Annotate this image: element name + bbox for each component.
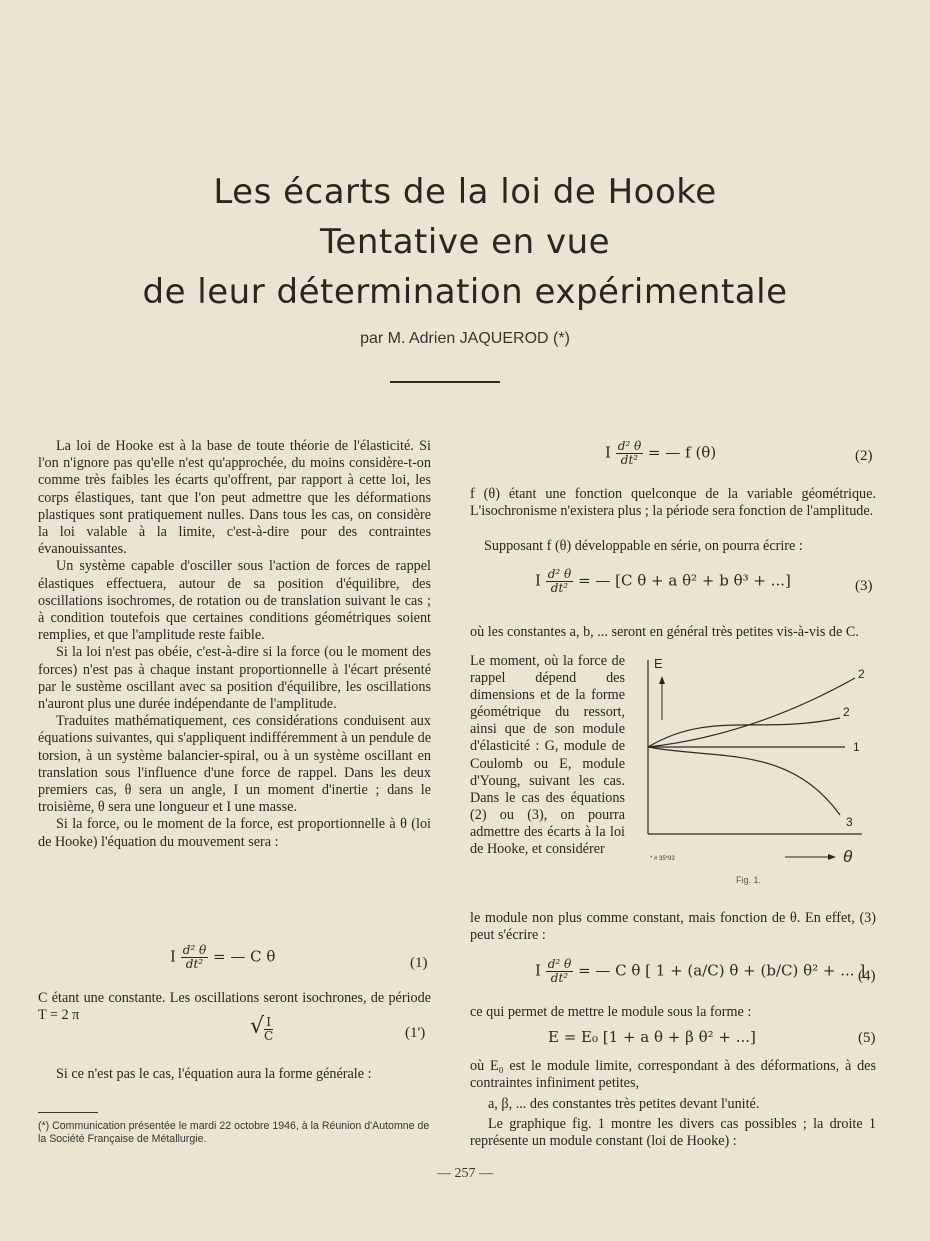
x-arrow-head [828,854,836,860]
equation-3: I $\frac{\text{d² θ}}{\text{dt²}}$ = — [C θ + a θ² + b θ³ + ...] [535,567,791,595]
equation-number: (5) [858,1030,876,1046]
title-line-1: Les écarts de la loi de Hooke [213,172,717,212]
left-column [38,438,431,851]
equation-number: (2) [855,448,873,464]
figure-caption: Fig. 1. [736,875,762,885]
paragraph: ce qui permet de mettre le module sous la forme : [470,1004,752,1020]
curve-label: 3 [846,815,853,829]
paragraph: Un système capable d'osciller sous l'action de forces de rappel élastiques effectuera, autour de sa position d'équilibre, des oscillations isochromes, de rotation ou de translation suivant le cas ; à condition toutefois que certaines conditions géométriques soient remplies, et que l'amplitude reste faible. [38,558,431,644]
curve-label: 2 [858,667,865,681]
paragraph: Traduites mathématiquement, ces considérations conduisent aux équations suivantes, qui s'appliquent indifféremment à un pendule de torsion, à un système balancier-spiral, ou à un système oscillant en translation sous l'influence d'une force de rappel. Dans les deux premiers cas, θ sera un angle, I un moment d'inertie ; dans le troisième, θ sera une longueur et I une masse. [38,713,431,816]
paragraph: le module non plus comme constant, mais fonction de θ. En effet, (3) peut s'écrire : [470,910,876,944]
y-axis-label: E [654,656,663,671]
paragraph: f (θ) étant une fonction quelconque de la variable géométrique. L'isochronisme n'existera plus ; la période sera fonction de l'amplitude. [470,486,876,520]
equation-4: I $\frac{\text{d² θ}}{\text{dt²}}$ = — C θ [ 1 + (a/C) θ + (b/C) θ² + ... ] [535,957,866,985]
equation-number: (4) [858,968,876,984]
paragraph: où E₀ est le module limite, correspondant à des déformations, à des contraintes infiniment petites, [470,1058,876,1092]
equation-2: I $\frac{\text{d² θ}}{\text{dt²}}$ = — f (θ) [605,439,717,467]
x-axis-label: θ [843,847,853,866]
equation-number: (3) [855,578,873,594]
paragraph: Supposant f (θ) développable en série, on pourra écrire : [484,538,803,554]
footnote: (*) Communication présentée le mardi 22 octobre 1946, à la Réunion d'Automne de la Société Française de Métallurgie. [38,1120,430,1145]
paragraph: Le graphique fig. 1 montre les divers cas possibles ; la droite 1 représente un module constant (loi de Hooke) : [470,1116,876,1150]
paragraph: La loi de Hooke est à la base de toute théorie de l'élasticité. Si l'on n'ignore pas qu'elle n'est qu'approchée, du moins considère-t-on comme très faibles les écarts qu'offrent, par rapport à cette loi, les corps élastiques, tant que l'on peut admettre que les déformations plastiques sont pratiquement nulles. Dans tous les cas, on considère la loi valable à la limite, c'est-à-dire pour des contraintes évanouissantes. [38,438,431,558]
equation-number: (1) [410,955,428,971]
paragraph: Si ce n'est pas le cas, l'équation aura la forme générale : [56,1066,372,1082]
curve-label: 2 [843,705,850,719]
paragraph: où les constantes a, b, ... seront en général très petites vis-à-vis de C. [470,624,859,640]
footnote-rule [38,1112,98,1113]
curve-2-upper [648,678,855,747]
paragraph: a, β, ... des constantes très petites devant l'unité. [488,1096,760,1112]
y-arrow-head [659,676,665,684]
paragraph: Si la loi n'est pas obéie, c'est-à-dire si la force (ou le moment des forces) n'est pas à chaque instant proportionnelle à l'écart présenté par le sustème oscillant avec sa position d'équilibre, les oscillations n'auront plus une durée indépendante de l'amplitude. [38,644,431,713]
equation-5: E = E₀ [1 + a θ + β θ² + ...] [548,1028,756,1046]
title-line-3: de leur détermination expérimentale [142,272,788,312]
print-stamp: * # 35*93 [650,856,675,862]
figure-1 [640,650,880,890]
equation-1: I $\frac{\text{d² θ}}{\text{dt²}}$ = — C θ [170,943,276,971]
paragraph: Si la force, ou le moment de la force, est proportionnelle à θ (loi de Hooke) l'équation du mouvement sera : [38,816,431,850]
curve-label: 1 [853,740,860,754]
curve-3 [648,747,840,815]
byline: par M. Adrien JAQUEROD (*) [360,330,570,347]
wrapped-paragraph: Le moment, où la force de rappel dépend des dimensions et de la forme géométrique du ressort, ainsi que de son module d'élasticité : G, module de Coulomb ou E, module d'Young, suivant les cas. Dans le cas des équations (2) ou (3), on pourra admettre des écarts à la loi de Hooke, et considérer [470,653,625,858]
equation-number: (1') [405,1025,426,1041]
title-line-2: Tentative en vue [319,222,611,262]
sqrt-I-over-C: √ $\frac{I}{C}$ [250,1014,274,1043]
paragraph: C étant une constante. Les oscillations seront isochrones, de période T = 2 π [38,990,431,1024]
title-rule [390,381,500,383]
page-number: — 257 — [437,1166,493,1181]
